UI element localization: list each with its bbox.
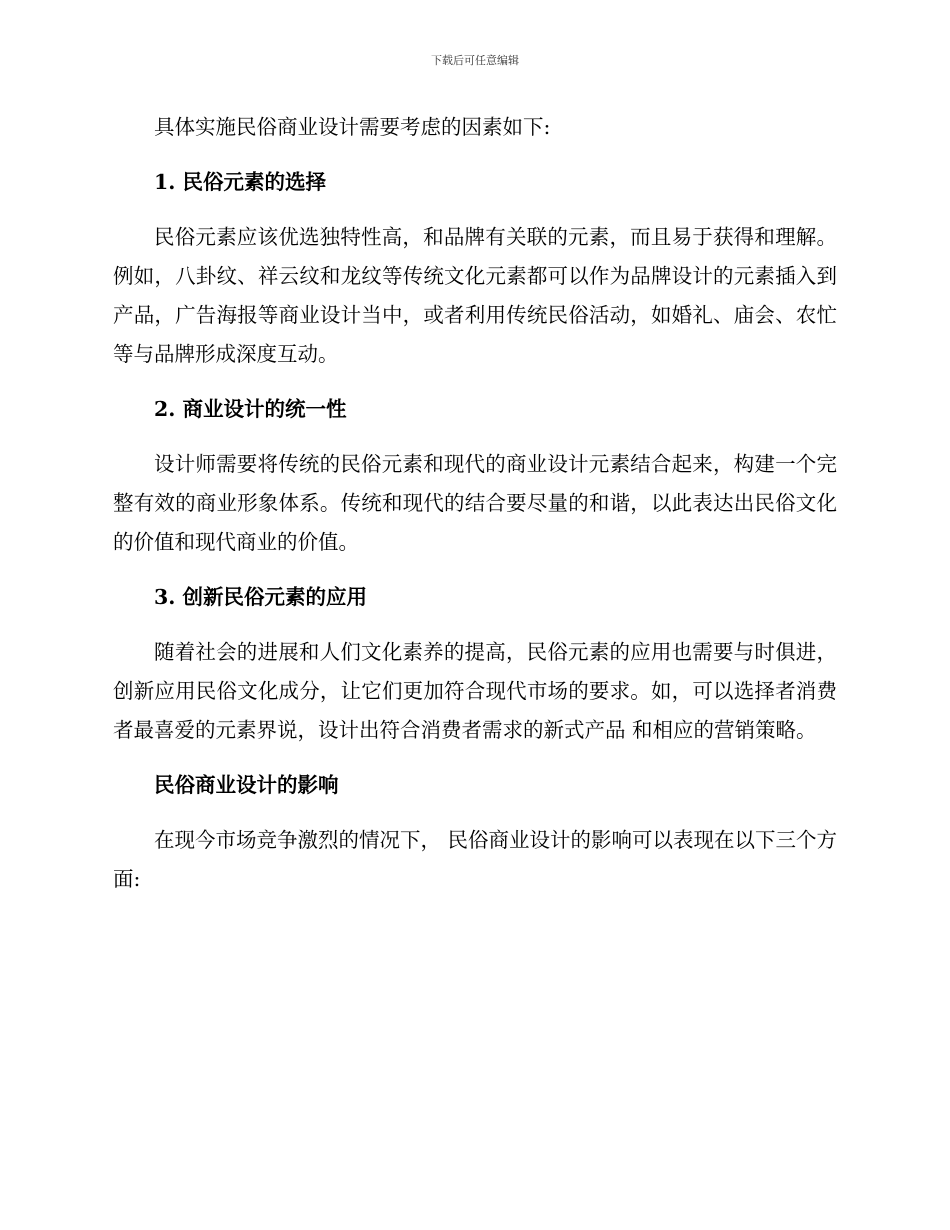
document-body bbox=[113, 108, 837, 899]
section-body-innovative-application: 随着社会的进展和人们文化素养的提高，民俗元素的应用也需要与时俱进，创新应用民俗文化成分，让它们更加符合现代市场的要求。如，可以选择者消费者最喜爱的元素界说，设计出符合消费者需求的新式产品 和相应的营销策略。 bbox=[113, 640, 837, 742]
section-body-element-selection: 民俗元素应该优选独特性高，和品牌有关联的元素，而且易于获得和理解。例如，八卦纹、祥云纹和龙纹等传统文化元素都可以作为品牌设计的元素插入到产品，广告海报等商业设计当中，或者利用传统民俗活动，如婚礼、庙会、农忙等与品牌形成深度互动。 bbox=[113, 225, 837, 366]
intro-paragraph: 具体实施民俗商业设计需要考虑的因素如下: bbox=[154, 115, 551, 139]
section-heading-design-unity: 2. 商业设计的统一性 bbox=[154, 397, 347, 421]
section-body-design-unity: 设计师需要将传统的民俗元素和现代的商业设计元素结合起来，构建一个完整有效的商业形象体系。传统和现代的结合要尽量的和谐，以此表达出民俗文化的价值和现代商业的价值。 bbox=[113, 452, 837, 554]
section-heading-design-impact: 民俗商业设计的影响 bbox=[154, 773, 339, 797]
header-note: 下载后可任意编辑 bbox=[431, 54, 519, 67]
section-body-design-impact: 在现今市场竞争激烈的情况下， 民俗商业设计的影响可以表现在以下三个方面: bbox=[113, 828, 838, 891]
section-heading-innovative-application: 3. 创新民俗元素的应用 bbox=[154, 585, 368, 609]
section-heading-element-selection: 1. 民俗元素的选择 bbox=[154, 170, 327, 194]
